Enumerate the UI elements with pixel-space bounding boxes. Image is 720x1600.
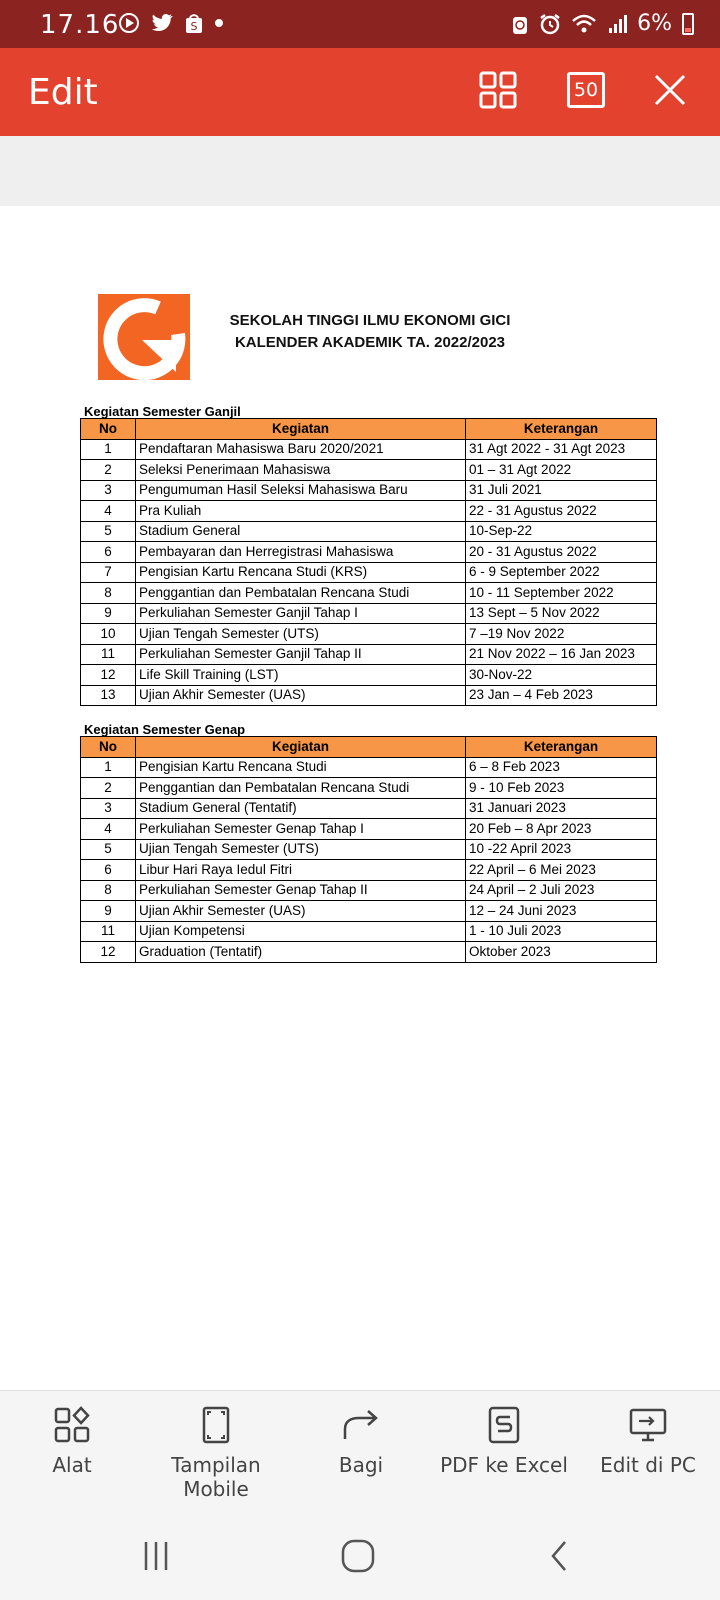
table-header-row [81,419,657,440]
mobile-view-button[interactable] [146,1405,286,1501]
desktop-icon [628,1405,668,1445]
cell-no: 3 [81,480,136,501]
cell-no: 13 [81,685,136,706]
cell-no: 9 [81,901,136,922]
share-label: Bagi [338,1453,384,1477]
cell-kegiatan: Ujian Kompetensi [136,921,466,942]
cell-keterangan: 7 –19 Nov 2022 [466,624,657,645]
page-count-badge: 50 [573,79,599,101]
table-header-row [81,737,657,758]
cell-no: 6 [81,860,136,881]
cell-no: 11 [81,644,136,665]
cell-no: 8 [81,583,136,604]
cell-kegiatan: Ujian Akhir Semester (UAS) [136,685,466,706]
cell-no: 7 [81,562,136,583]
table-genap [80,736,657,963]
bottom-toolbar [0,1390,720,1511]
table-row [81,901,657,922]
header-keterangan: Keterangan [466,737,657,758]
header-kegiatan: Kegiatan [136,737,466,758]
cell-no: 12 [81,942,136,963]
signal-icon [607,13,627,35]
wifi-icon [571,13,597,35]
cell-no: 10 [81,624,136,645]
cell-keterangan: 10 - 11 September 2022 [466,583,657,604]
table-row [81,583,657,604]
cell-keterangan: 31 Juli 2021 [466,480,657,501]
table-row [81,665,657,686]
cell-no: 5 [81,839,136,860]
cell-no: 8 [81,880,136,901]
table-row [81,460,657,481]
pdf-to-excel-label: PDF ke Excel [440,1453,568,1477]
cell-no: 6 [81,542,136,563]
cell-no: 3 [81,798,136,819]
status-time: 17.16 [40,10,120,40]
table-row [81,778,657,799]
table-row [81,839,657,860]
cell-kegiatan: Libur Hari Raya Iedul Fitri [136,860,466,881]
page-count-button[interactable] [564,68,608,112]
cell-keterangan: 13 Sept – 5 Nov 2022 [466,603,657,624]
back-button[interactable] [540,1538,580,1574]
table-row [81,644,657,665]
twitter-icon [150,12,174,34]
dot-icon [214,18,224,28]
table-row [81,562,657,583]
table-row [81,603,657,624]
cell-no: 4 [81,501,136,522]
cell-kegiatan: Graduation (Tentatif) [136,942,466,963]
cell-keterangan: 9 - 10 Feb 2023 [466,778,657,799]
close-icon [653,73,687,107]
table-row [81,521,657,542]
cell-keterangan: 10 -22 April 2023 [466,839,657,860]
close-button[interactable] [648,68,692,112]
cell-keterangan: 31 Januari 2023 [466,798,657,819]
cell-keterangan: 21 Nov 2022 – 16 Jan 2023 [466,644,657,665]
app-bar [0,48,720,136]
cell-keterangan: 20 - 31 Agustus 2022 [466,542,657,563]
cell-kegiatan: Stadium General (Tentatif) [136,798,466,819]
table-row [81,542,657,563]
recent-apps-icon [136,1538,176,1574]
cell-no: 4 [81,819,136,840]
pdf-to-excel-button[interactable] [434,1405,574,1477]
table-row [81,439,657,460]
cell-kegiatan: Perkuliahan Semester Ganjil Tahap II [136,644,466,665]
cell-keterangan: 12 – 24 Juni 2023 [466,901,657,922]
table-row [81,942,657,963]
cell-keterangan: Oktober 2023 [466,942,657,963]
pdf-page[interactable] [0,206,720,1390]
cell-kegiatan: Pengisian Kartu Rencana Studi [136,757,466,778]
grid-view-button[interactable] [476,68,520,112]
svg-text:S: S [190,20,198,33]
calendar-title: KALENDER AKADEMIK TA. 2022/2023 [234,334,506,351]
edit-on-pc-button[interactable] [578,1405,718,1477]
header-no: No [81,737,136,758]
recent-apps-button[interactable] [136,1538,176,1574]
cell-kegiatan: Perkuliahan Semester Ganjil Tahap I [136,603,466,624]
header-kegiatan: Kegiatan [136,419,466,440]
cell-no: 5 [81,521,136,542]
cell-keterangan: 23 Jan – 4 Feb 2023 [466,685,657,706]
mobile-view-icon [196,1405,236,1445]
cell-no: 12 [81,665,136,686]
table-row [81,624,657,645]
gici-logo-icon [98,294,190,380]
grid-icon [479,71,517,109]
cell-keterangan: 6 - 9 September 2022 [466,562,657,583]
cell-kegiatan: Penggantian dan Pembatalan Rencana Studi [136,583,466,604]
shopee-icon [184,12,204,34]
alarm-icon [539,13,561,35]
cell-kegiatan: Perkuliahan Semester Genap Tahap I [136,819,466,840]
table-row [81,880,657,901]
app-title: Edit [28,72,98,113]
table-row [81,501,657,522]
cell-kegiatan: Pembayaran dan Herregistrasi Mahasiswa [136,542,466,563]
table-row [81,921,657,942]
cell-no: 2 [81,460,136,481]
cell-kegiatan: Stadium General [136,521,466,542]
cell-keterangan: 1 - 10 Juli 2023 [466,921,657,942]
status-bar [0,0,720,48]
cell-keterangan: 22 - 31 Agustus 2022 [466,501,657,522]
home-button[interactable] [338,1538,378,1574]
cell-keterangan: 31 Agt 2022 - 31 Agt 2023 [466,439,657,460]
cell-keterangan: 6 – 8 Feb 2023 [466,757,657,778]
cell-kegiatan: Perkuliahan Semester Genap Tahap II [136,880,466,901]
data-saver-icon [511,13,529,35]
cell-kegiatan: Seleksi Penerimaan Mahasiswa [136,460,466,481]
page-count-icon [567,72,605,108]
share-icon [341,1405,381,1445]
cell-kegiatan: Pengumuman Hasil Seleksi Mahasiswa Baru [136,480,466,501]
battery-icon [682,13,694,35]
section-title-genap: Kegiatan Semester Genap [84,722,246,737]
table-row [81,819,657,840]
cell-no: 9 [81,603,136,624]
back-icon [540,1538,580,1574]
cell-kegiatan: Life Skill Training (LST) [136,665,466,686]
header-no: No [81,419,136,440]
header-keterangan: Keterangan [466,419,657,440]
table-row [81,798,657,819]
excel-icon [484,1405,524,1445]
cell-keterangan: 10-Sep-22 [466,521,657,542]
cell-keterangan: 20 Feb – 8 Apr 2023 [466,819,657,840]
table-row [81,757,657,778]
table-row [81,480,657,501]
mobile-view-label: Tampilan Mobile [171,1453,261,1501]
table-row [81,860,657,881]
battery-percent: 6% [637,11,672,36]
edit-on-pc-label: Edit di PC [600,1453,696,1477]
cell-keterangan: 01 – 31 Agt 2022 [466,460,657,481]
cell-keterangan: 30-Nov-22 [466,665,657,686]
table-row [81,685,657,706]
cell-no: 2 [81,778,136,799]
document-top-margin [0,136,720,206]
tools-grid-icon [52,1405,92,1445]
cell-kegiatan: Ujian Akhir Semester (UAS) [136,901,466,922]
share-button[interactable] [291,1405,431,1477]
section-title-ganjil: Kegiatan Semester Ganjil [84,404,241,419]
cell-kegiatan: Pengisian Kartu Rencana Studi (KRS) [136,562,466,583]
document-title [200,310,540,354]
cell-kegiatan: Ujian Tengah Semester (UTS) [136,839,466,860]
cell-keterangan: 24 April – 2 Juli 2023 [466,880,657,901]
tools-button[interactable] [2,1405,142,1477]
table-ganjil [80,418,657,706]
cell-no: 1 [81,439,136,460]
school-name: SEKOLAH TINGGI ILMU EKONOMI GICI [229,312,511,329]
cell-kegiatan: Ujian Tengah Semester (UTS) [136,624,466,645]
cell-kegiatan: Pra Kuliah [136,501,466,522]
tools-label: Alat [52,1453,92,1477]
cell-kegiatan: Pendaftaran Mahasiswa Baru 2020/2021 [136,439,466,460]
cell-no: 1 [81,757,136,778]
cell-kegiatan: Penggantian dan Pembatalan Rencana Studi [136,778,466,799]
system-nav-bar [0,1510,720,1600]
cell-keterangan: 22 April – 6 Mei 2023 [466,860,657,881]
play-icon [118,12,140,34]
cell-no: 11 [81,921,136,942]
home-icon [338,1538,378,1574]
